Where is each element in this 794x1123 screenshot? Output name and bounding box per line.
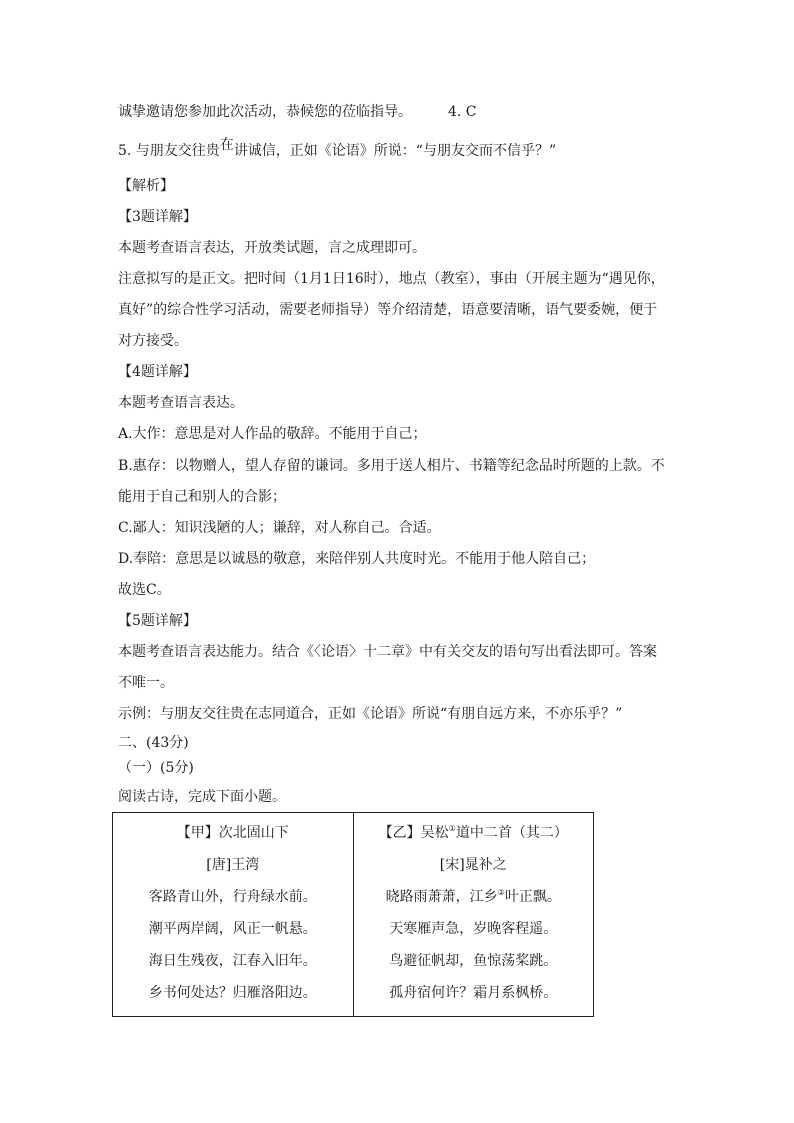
subsection-heading: （一）(5分) (118, 760, 194, 776)
section-heading: 二、(43分) (118, 735, 189, 751)
poem-right-title-suffix: 道中二首（其二） (455, 825, 568, 841)
footnote-marker: ① (448, 824, 456, 833)
paragraph-line: 不唯一。 (118, 675, 174, 691)
poem-right (353, 813, 594, 1017)
paragraph-line: 本题考查语言表达能力。结合《〈论语〉十二章》中有关交友的语句写出看法即可。答案 (118, 644, 657, 660)
text-line-invitation (118, 102, 477, 122)
example-line: 示例：与朋友交往贵在志同道合，正如《论语》所说“有朋自远方来，不亦乐乎？” (118, 706, 623, 722)
option-c: C.鄙人：知识浅陋的人；谦辞，对人称自己。合适。 (118, 520, 441, 536)
q3-heading: 【3题详解】 (118, 209, 197, 225)
option-b-continued: 能用于自己和别人的合影； (118, 489, 286, 505)
poem-left-line: 潮平两岸阔，风正一帆悬。 (148, 921, 317, 937)
poem-right-title-prefix: 【乙】吴松 (378, 825, 449, 841)
poem-left-line: 海日生残夜，江春入旧年。 (148, 953, 317, 969)
answer-5-start: 5. 与朋友交往贵 (118, 143, 220, 159)
poem-table (112, 812, 594, 1017)
paragraph-line: 真好”的综合性学习活动，需要老师指导）等介绍清楚，语意要清晰，语气要委婉，便于 (118, 302, 658, 318)
poem-right-author: [宋]晁补之 (439, 857, 507, 873)
answer-5 (118, 137, 557, 161)
poem-left-line: 客路青山外，行舟绿水前。 (148, 889, 317, 905)
q5-heading: 【5题详解】 (118, 613, 197, 629)
answer-5-raised-char: 在 (219, 137, 234, 153)
poem-left-author: [唐]王湾 (206, 857, 260, 873)
poem-right-title (355, 823, 593, 843)
poem-right-line: 孤舟宿何许？霜月系枫桥。 (389, 985, 558, 1001)
poem-left-title: 【甲】次北固山下 (176, 825, 289, 841)
footnote-marker: ② (497, 888, 505, 897)
instruction-line: 阅读古诗，完成下面小题。 (118, 789, 286, 805)
poem-right-line: 天寒雁声急，岁晚客程遥。 (389, 921, 558, 937)
q4-heading: 【4题详解】 (118, 364, 197, 380)
paragraph-line: 本题考查语言表达。 (118, 395, 244, 411)
invitation-text: 诚挚邀请您参加此次活动，恭候您的莅临指导。 (118, 104, 412, 120)
poem-left (113, 813, 354, 1017)
poem-left-line: 乡书何处达？归雁洛阳边。 (148, 985, 317, 1001)
option-a: A.大作：意思是对人作品的敬辞。不能用于自己； (118, 426, 427, 442)
poem-right-line1-suffix: 叶正飘。 (504, 889, 561, 905)
analysis-heading: 【解析】 (118, 178, 174, 194)
paragraph-line: 本题考查语言表达，开放类试题，言之成理即可。 (118, 240, 426, 256)
poem-right-line (355, 887, 593, 907)
paragraph-line: 注意拟写的是正文。把时间（1月1日16时），地点（教室），事由（开展主题为“遇见你， (118, 271, 665, 287)
poem-right-line: 鸟避征帆却，鱼惊荡桨跳。 (389, 953, 558, 969)
poem-right-line1-prefix: 晓路雨萧萧，江乡 (385, 889, 498, 905)
answer-choice: 故选C。 (118, 582, 171, 598)
answer-4: 4. C (448, 104, 477, 120)
paragraph-line: 对方接受。 (118, 333, 188, 349)
option-d: D.奉陪：意思是以诚恳的敬意，来陪伴别人共度时光。不能用于他人陪自己； (118, 551, 596, 567)
option-b: B.惠存：以物赠人，望人存留的谦词。多用于送人相片、书籍等纪念品时所题的上款。不 (118, 458, 665, 474)
answer-5-end: 讲诚信，正如《论语》所说：“与朋友交而不信乎？” (233, 143, 557, 159)
